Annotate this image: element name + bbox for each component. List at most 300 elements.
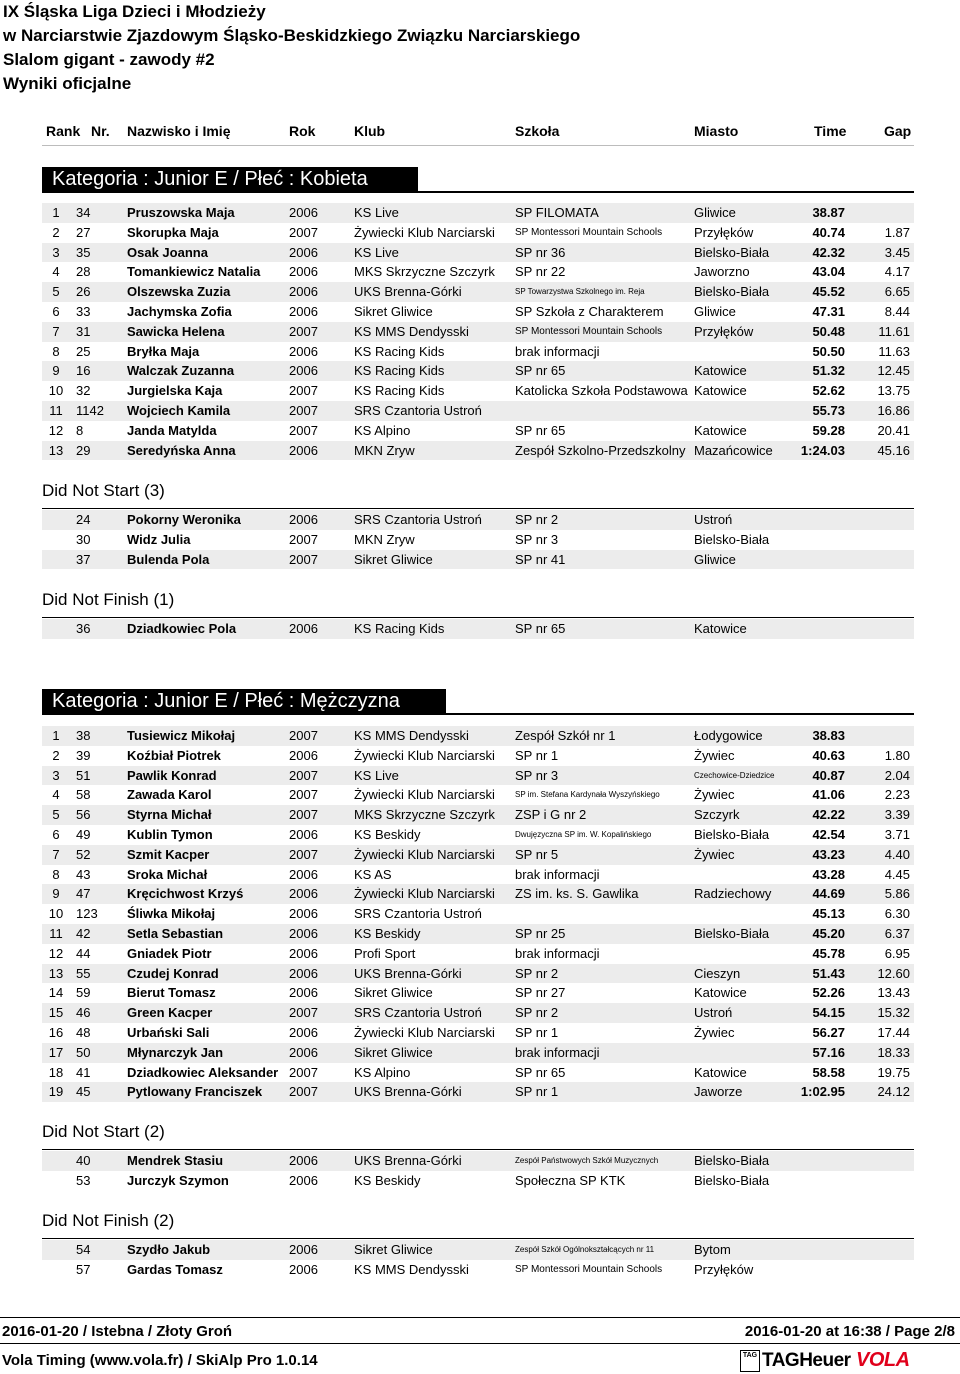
vola-logo: VOLA: [856, 1349, 910, 1371]
table-row: [42, 1023, 914, 1043]
dnf-section-rule: [42, 617, 914, 618]
cell-year: 2007: [289, 846, 318, 862]
cell-year: 2006: [289, 264, 318, 280]
cell-rank: 13: [48, 442, 64, 458]
cell-club: KS Racing Kids: [354, 383, 445, 399]
table-row: [42, 1240, 914, 1260]
cell-year: 2006: [289, 985, 318, 1001]
tagheuer-logo: TAGHeuer: [762, 1350, 851, 1371]
cell-club: UKS Brenna-Górki: [354, 1084, 462, 1100]
cell-gap: 11.63: [878, 343, 910, 359]
dnf-section-rule: [42, 1238, 914, 1239]
cell-school: SP FILOMATA: [515, 205, 599, 220]
cell-name: Tusiewicz Mikołaj: [127, 728, 236, 743]
cell-year: 2006: [289, 886, 318, 902]
cell-club: Żywiecki Klub Narciarski: [354, 1025, 495, 1040]
cell-year: 2006: [289, 284, 318, 300]
cell-club: SRS Czantoria Ustroń: [354, 906, 482, 922]
cell-club: SRS Czantoria Ustroń: [354, 403, 482, 418]
cell-rank: 7: [52, 846, 60, 862]
cell-name: Wojciech Kamila: [127, 403, 231, 418]
cell-club: Żywiecki Klub Narciarski: [354, 846, 495, 862]
cell-club: KS Beskidy: [354, 827, 421, 842]
cell-club: Sikret Gliwice: [354, 304, 433, 319]
cell-bib: 8: [76, 422, 84, 438]
cell-school: brak informacji: [515, 343, 600, 359]
cell-rank: 11: [49, 926, 63, 941]
cell-bib: 25: [76, 343, 91, 359]
cell-name: Seredyńska Anna: [127, 442, 236, 458]
table-row: [42, 825, 914, 845]
cell-time: 42.22: [812, 807, 845, 823]
cell-school: Społeczna SP KTK: [515, 1172, 626, 1188]
table-row: [42, 785, 914, 805]
table-row: [42, 726, 914, 746]
cell-rank: 10: [48, 906, 64, 922]
cell-club: KS Live: [354, 767, 399, 783]
cell-year: 2007: [289, 767, 318, 783]
cell-city: Przyłęków: [694, 224, 754, 240]
cell-gap: 18.33: [877, 1044, 910, 1060]
cell-school: Zespół Szkół Ogólnokształcących nr 11: [515, 1245, 655, 1254]
cell-rank: 4: [52, 264, 60, 280]
cell-school: SP nr 25: [515, 926, 566, 941]
cell-city: Przyłęków: [694, 323, 754, 339]
cell-bib: 32: [76, 383, 91, 399]
table-row: [42, 361, 914, 381]
cell-bib: 16: [76, 363, 91, 379]
tag-heuer-shield-logo: TAG: [740, 1350, 760, 1372]
cell-club: SRS Czantoria Ustroń: [354, 1005, 482, 1021]
cell-time: 40.87: [812, 767, 845, 783]
table-row: [42, 1063, 914, 1083]
cell-bib: 57: [76, 1261, 91, 1277]
cell-city: Szczyrk: [694, 807, 740, 823]
cell-club: KS AS: [354, 866, 392, 882]
cell-name: Sawicka Helena: [127, 323, 225, 339]
cell-bib: 28: [76, 264, 91, 280]
cell-club: KS Live: [354, 244, 399, 260]
cell-name: Jurczyk Szymon: [127, 1172, 229, 1188]
cell-city: Żywiec: [694, 747, 735, 763]
cell-school: SP nr 2: [515, 965, 559, 981]
cell-bib: 45: [76, 1084, 91, 1100]
cell-rank: 9: [52, 363, 60, 379]
cell-year: 2007: [289, 323, 318, 339]
cell-year: 2007: [289, 1064, 318, 1080]
cell-city: Bytom: [694, 1242, 731, 1257]
cell-club: Żywiecki Klub Narciarski: [354, 224, 495, 240]
cell-school: Zespół Szkół nr 1: [515, 728, 616, 743]
cell-rank: 2: [52, 747, 60, 763]
cell-club: KS Racing Kids: [354, 621, 445, 636]
cell-time: 40.74: [812, 224, 845, 240]
footer-software: Vola Timing (www.vola.fr) / SkiAlp Pro 1.0.14: [2, 1352, 318, 1369]
cell-time: 51.43: [812, 965, 845, 981]
cell-club: KS Beskidy: [354, 1172, 421, 1188]
cell-year: 2006: [289, 1153, 318, 1168]
cell-year: 2006: [289, 442, 318, 458]
table-row: [42, 865, 914, 885]
cell-bib: 35: [76, 244, 91, 260]
table-row: [42, 1003, 914, 1023]
cell-city: Katowice: [694, 383, 747, 399]
cell-school: SP nr 27: [515, 985, 566, 1001]
cell-school: Zespół Państwowych Szkół Muzycznych: [515, 1156, 659, 1165]
cell-city: Ustroń: [694, 1005, 733, 1021]
cell-school: SP nr 1: [515, 1084, 559, 1100]
footer-rule-bottom: [0, 1343, 960, 1344]
cell-bib: 36: [76, 621, 91, 636]
cell-rank: 13: [48, 965, 64, 981]
table-row: [42, 746, 914, 766]
cell-time: 52.26: [812, 985, 845, 1001]
cell-time: 50.50: [812, 343, 845, 359]
table-row: [42, 282, 914, 302]
cell-club: Sikret Gliwice: [354, 985, 433, 1001]
cell-year: 2007: [289, 807, 318, 823]
cell-school: SP nr 65: [515, 422, 566, 438]
cell-year: 2006: [289, 1172, 318, 1188]
cell-city: Gliwice: [694, 205, 736, 220]
cell-rank: 3: [52, 767, 60, 783]
cell-bib: 56: [76, 807, 91, 823]
cell-gap: 20.41: [877, 422, 910, 438]
title-line-4: Wyniki oficjalne: [3, 74, 132, 93]
table-row: [42, 243, 914, 263]
cell-name: Gniadek Piotr: [127, 945, 212, 961]
cell-bib: 41: [76, 1064, 91, 1080]
col-header-bib: Nr.: [91, 123, 110, 139]
cell-rank: 9: [52, 886, 60, 902]
cell-rank: 4: [52, 787, 60, 803]
table-row: [42, 441, 914, 461]
cell-club: UKS Brenna-Górki: [354, 965, 462, 981]
cell-bib: 38: [76, 728, 91, 743]
cell-city: Bielsko-Biała: [694, 244, 770, 260]
cell-rank: 1: [52, 205, 60, 220]
table-row: [42, 805, 914, 825]
cell-gap: 1.87: [884, 224, 910, 240]
cell-school: SP nr 3: [515, 531, 559, 547]
title-line-2: w Narciarstwie Zjazdowym Śląsko-Beskidzkiego Związku Narciarskiego: [3, 26, 581, 45]
cell-name: Pokorny Weronika: [127, 512, 241, 527]
cell-city: Żywiec: [694, 1025, 735, 1040]
cell-rank: 6: [52, 827, 60, 842]
col-header-gap: Gap: [884, 123, 912, 139]
cell-bib: 26: [76, 284, 91, 300]
cell-year: 2007: [289, 383, 318, 399]
cell-time: 42.54: [812, 827, 845, 842]
cell-city: Bielsko-Biała: [694, 284, 770, 300]
col-header-name: Nazwisko i Imię: [127, 123, 231, 139]
title-line-3: Slalom gigant - zawody #2: [3, 50, 215, 69]
dns-section-title: Did Not Start (2): [42, 1122, 165, 1141]
col-header-city: Miasto: [694, 123, 739, 139]
footer-page-info: 2016-01-20 at 16:38 / Page 2/8: [744, 1323, 955, 1340]
cell-name: Bryłka Maja: [127, 343, 200, 359]
cell-school: SP nr 65: [515, 621, 566, 636]
cell-time: 45.13: [812, 906, 845, 922]
cell-city: Żywiec: [694, 787, 735, 803]
cell-rank: 6: [52, 304, 60, 319]
cell-year: 2007: [289, 728, 318, 743]
cell-year: 2007: [289, 531, 318, 547]
cell-name: Jachymska Zofia: [127, 304, 232, 319]
cell-school: ZS im. ks. S. Gawlika: [515, 886, 639, 902]
cell-school: SP Montessori Mountain Schools: [515, 1263, 663, 1275]
table-row: [42, 342, 914, 362]
cell-club: KS MMS Dendysski: [354, 1261, 469, 1277]
cell-school: SP nr 36: [515, 244, 566, 260]
cell-city: Bielsko-Biała: [694, 827, 770, 842]
cell-club: Sikret Gliwice: [354, 1242, 433, 1257]
cell-bib: 33: [76, 304, 91, 319]
table-row: [42, 1260, 914, 1280]
cell-gap: 6.95: [884, 945, 910, 961]
table-row: [42, 766, 914, 786]
cell-club: MKS Skrzyczne Szczyrk: [354, 807, 495, 823]
cell-time: 1:24.03: [800, 442, 845, 458]
cell-bib: 39: [76, 747, 91, 763]
cell-name: Kręcichwost Krzyś: [127, 886, 244, 902]
cell-gap: 12.60: [877, 965, 910, 981]
cell-time: 41.06: [812, 787, 845, 803]
category-title: Kategoria : Junior E / Płeć : Mężczyzna: [42, 689, 446, 713]
category-title: Kategoria : Junior E / Płeć : Kobieta: [42, 167, 418, 191]
table-row: [42, 983, 914, 1003]
cell-bib: 31: [76, 323, 91, 339]
cell-year: 2007: [289, 551, 318, 567]
cell-year: 2006: [289, 747, 318, 763]
cell-year: 2007: [289, 422, 318, 438]
cell-bib: 24: [76, 512, 91, 527]
cell-time: 58.58: [812, 1064, 845, 1080]
cell-name: Widz Julia: [127, 531, 191, 547]
cell-name: Śliwka Mikołaj: [127, 906, 216, 922]
cell-bib: 50: [76, 1044, 91, 1060]
cell-name: Olszewska Zuzia: [127, 284, 231, 300]
cell-city: Przyłęków: [694, 1261, 754, 1277]
cell-club: UKS Brenna-Górki: [354, 1153, 462, 1168]
cell-club: KS Alpino: [354, 422, 411, 438]
cell-year: 2006: [289, 965, 318, 981]
cell-city: Bielsko-Biała: [694, 1153, 770, 1168]
cell-name: Pruszowska Maja: [127, 205, 235, 220]
cell-rank: 18: [48, 1064, 64, 1080]
cell-year: 2006: [289, 926, 318, 941]
cell-city: Bielsko-Biała: [694, 1172, 770, 1188]
cell-name: Urbański Sali: [127, 1025, 210, 1040]
cell-club: UKS Brenna-Górki: [354, 284, 462, 300]
table-row: [42, 302, 914, 322]
cell-time: 51.32: [812, 363, 845, 379]
cell-year: 2006: [289, 343, 318, 359]
cell-bib: 52: [76, 846, 91, 862]
cell-rank: 2: [52, 224, 60, 240]
cell-club: Żywiecki Klub Narciarski: [354, 787, 495, 803]
cell-school: SP Towarzystwa Szkolnego im. Reja: [515, 287, 645, 297]
cell-time: 38.83: [812, 728, 845, 743]
table-row: [42, 223, 914, 243]
cell-gap: 24.12: [877, 1084, 910, 1100]
cell-school: SP nr 41: [515, 551, 566, 567]
cell-school: brak informacji: [515, 1044, 600, 1060]
cell-bib: 1142: [76, 403, 104, 418]
cell-club: KS Racing Kids: [354, 343, 445, 359]
table-row: [42, 1171, 914, 1191]
cell-school: SP nr 2: [515, 512, 559, 527]
cell-club: Sikret Gliwice: [354, 551, 433, 567]
cell-city: Jaworze: [694, 1084, 743, 1100]
cell-name: Styrna Michał: [127, 807, 212, 823]
cell-name: Kublin Tymon: [127, 827, 213, 842]
cell-rank: 8: [52, 343, 60, 359]
cell-year: 2006: [289, 621, 318, 636]
cell-year: 2006: [289, 906, 318, 922]
col-header-club: Klub: [354, 123, 386, 139]
cell-name: Szmit Kacper: [127, 846, 210, 862]
cell-school: ZSP i G nr 2: [515, 807, 587, 823]
cell-school: brak informacji: [515, 866, 600, 882]
table-row: [42, 884, 914, 904]
table-row: [42, 964, 914, 984]
cell-rank: 19: [48, 1084, 64, 1100]
cell-school: SP nr 1: [515, 747, 559, 763]
cell-time: 44.69: [812, 886, 845, 902]
table-row: [42, 401, 914, 421]
cell-school: SP nr 65: [515, 363, 566, 379]
cell-year: 2006: [289, 363, 318, 379]
cell-year: 2006: [289, 205, 318, 220]
cell-school: SP nr 22: [515, 264, 566, 280]
cell-name: Osak Joanna: [127, 244, 208, 260]
cell-name: Pawlik Konrad: [127, 767, 217, 783]
table-row: [42, 845, 914, 865]
cell-school: SP nr 3: [515, 767, 559, 783]
col-header-school: Szkoła: [515, 123, 560, 139]
table-row: [42, 944, 914, 964]
cell-bib: 29: [76, 442, 91, 458]
cell-gap: 3.39: [884, 807, 910, 823]
cell-gap: 6.37: [884, 926, 910, 941]
cell-bib: 46: [76, 1005, 91, 1021]
cell-time: 50.48: [812, 323, 845, 339]
cell-gap: 1.80: [884, 747, 910, 763]
cell-city: Mazańcowice: [694, 442, 773, 458]
cell-school: Katolicka Szkoła Podstawowa: [515, 383, 688, 399]
cell-city: Gliwice: [694, 551, 736, 567]
cell-city: Katowice: [694, 363, 747, 379]
table-row: [42, 1043, 914, 1063]
cell-school: SP nr 5: [515, 846, 559, 862]
cell-year: 2006: [289, 1261, 318, 1277]
cell-club: KS Alpino: [354, 1064, 411, 1080]
cell-gap: 13.43: [877, 985, 910, 1001]
cell-city: Katowice: [694, 1064, 747, 1080]
cell-gap: 17.44: [877, 1025, 910, 1040]
cell-club: MKN Zryw: [354, 531, 415, 547]
cell-time: 54.15: [812, 1005, 845, 1021]
dns-section-rule: [42, 1149, 914, 1150]
cell-year: 2006: [289, 1025, 318, 1040]
cell-bib: 44: [76, 945, 91, 961]
cell-name: Pytlowany Franciszek: [127, 1084, 263, 1100]
cell-name: Skorupka Maja: [127, 224, 219, 240]
cell-city: Żywiec: [694, 846, 735, 862]
cell-gap: 15.32: [877, 1005, 910, 1021]
cell-city: Katowice: [694, 621, 747, 636]
cell-name: Green Kacper: [127, 1005, 213, 1021]
cell-name: Mendrek Stasiu: [127, 1153, 224, 1168]
cell-rank: 15: [48, 1005, 64, 1021]
cell-year: 2006: [289, 1044, 318, 1060]
cell-bib: 53: [76, 1172, 91, 1188]
cell-club: MKN Zryw: [354, 442, 415, 458]
table-row: [42, 530, 914, 550]
cell-gap: 19.75: [877, 1064, 910, 1080]
header-underline: [42, 145, 914, 146]
cell-city: Bielsko-Biała: [694, 531, 770, 547]
dns-section-title: Did Not Start (3): [42, 481, 165, 500]
cell-time: 40.63: [812, 747, 845, 763]
cell-city: Łodygowice: [694, 728, 763, 743]
category-rule: [42, 713, 914, 715]
cell-time: 45.52: [812, 284, 845, 300]
cell-rank: 5: [52, 807, 60, 823]
cell-rank: 10: [48, 383, 64, 399]
cell-gap: 16.86: [877, 403, 910, 418]
cell-club: KS MMS Dendysski: [354, 728, 469, 743]
cell-gap: 4.40: [884, 846, 910, 862]
table-row: [42, 322, 914, 342]
cell-club: MKS Skrzyczne Szczyrk: [354, 264, 495, 280]
cell-name: Jurgielska Kaja: [127, 383, 223, 399]
cell-school: brak informacji: [515, 945, 600, 961]
cell-year: 2006: [289, 244, 318, 260]
cell-rank: 7: [52, 323, 60, 339]
cell-name: Janda Matylda: [127, 422, 217, 438]
cell-gap: 8.44: [884, 304, 910, 319]
table-row: [42, 510, 914, 530]
cell-city: Gliwice: [694, 304, 736, 319]
cell-city: Cieszyn: [694, 965, 741, 981]
cell-bib: 43: [76, 866, 91, 882]
table-row: [42, 262, 914, 282]
cell-bib: 55: [76, 965, 91, 981]
cell-name: Setla Sebastian: [127, 926, 224, 941]
cell-gap: 3.45: [884, 244, 910, 260]
cell-gap: 12.45: [877, 363, 910, 379]
cell-club: KS MMS Dendysski: [354, 323, 469, 339]
cell-city: Czechowice-Dziedzice: [694, 770, 775, 780]
cell-year: 2006: [289, 866, 318, 882]
cell-name: Szydło Jakub: [127, 1242, 211, 1257]
cell-time: 43.23: [812, 846, 845, 862]
cell-name: Gardas Tomasz: [127, 1261, 223, 1277]
cell-time: 56.27: [812, 1025, 845, 1040]
cell-name: Dziadkowiec Pola: [127, 621, 237, 636]
cell-school: SP Szkoła z Charakterem: [515, 304, 664, 319]
cell-year: 2006: [289, 1242, 318, 1257]
cell-rank: 17: [48, 1044, 64, 1060]
cell-bib: 34: [76, 205, 91, 220]
table-row: [42, 203, 914, 223]
cell-bib: 27: [76, 224, 91, 240]
cell-club: Sikret Gliwice: [354, 1044, 433, 1060]
cell-rank: 14: [48, 985, 64, 1001]
cell-school: SP nr 65: [515, 1064, 566, 1080]
